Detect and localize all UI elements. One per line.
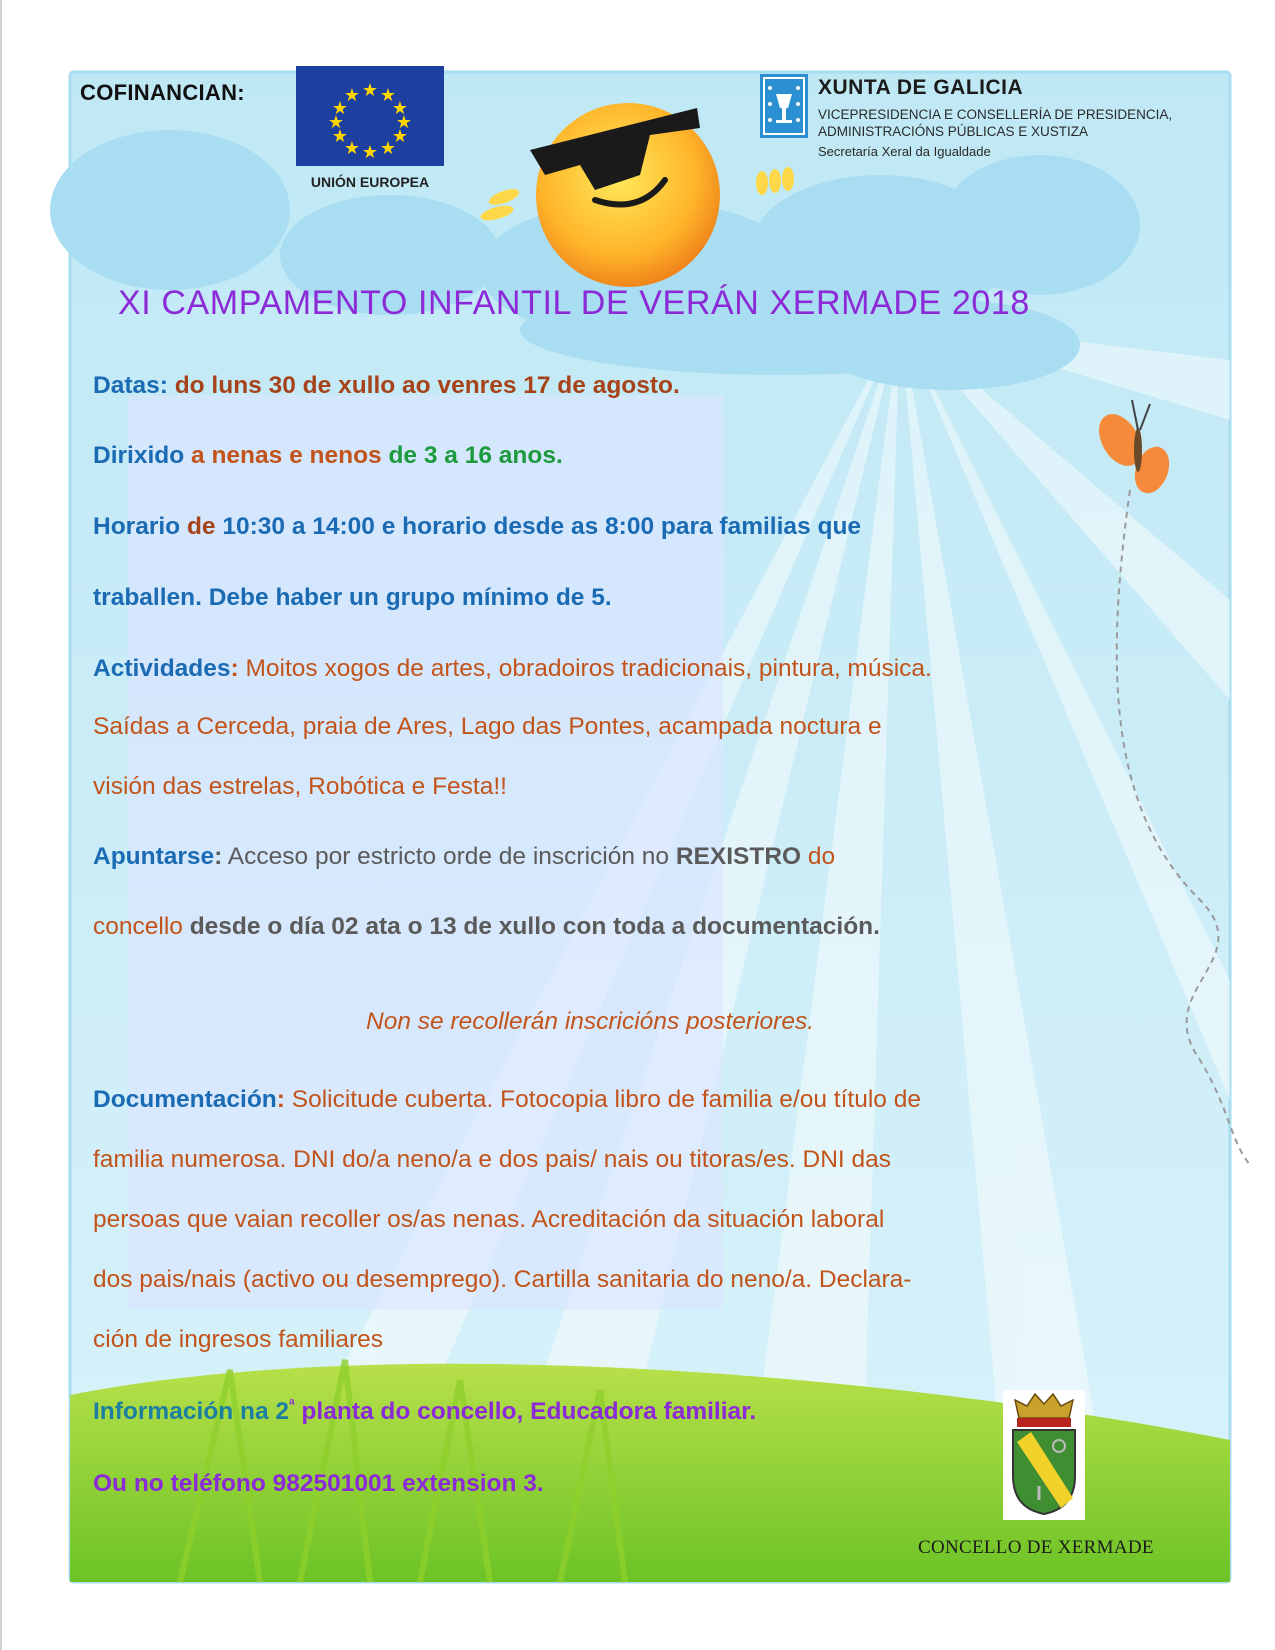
actividades-line-3: visión das estrelas, Robótica e Festa!!: [93, 773, 507, 800]
documentacion-line-3: persoas que vaian recoller os/as nenas. Acreditación da situación laboral: [93, 1206, 885, 1233]
datas-text: do luns 30 de xullo ao venres 17 de agosto.: [167, 372, 680, 399]
svg-text:★: ★: [343, 138, 361, 159]
eu-flag-logo: [296, 66, 444, 166]
apuntarse-dates: desde o día 02 ata o 13 de xullo con toda a documentación.: [182, 913, 880, 940]
xunta-secretaria: Secretaría Xeral da Igualdade: [818, 144, 991, 159]
horario-line-1: [93, 513, 861, 541]
horario-line-2: traballen. Debe haber un grupo mínimo de 5.: [93, 584, 612, 611]
xunta-shield-icon: [760, 74, 808, 138]
footer-concello: CONCELLO DE XERMADE: [918, 1537, 1154, 1558]
page-title: XI CAMPAMENTO INFANTIL DE VERÁN XERMADE 2018: [118, 284, 1030, 322]
svg-text:★: ★: [343, 85, 361, 106]
info-ordinal: ª: [289, 1397, 295, 1414]
horario-label: Horario: [93, 513, 181, 540]
actividades-line-1: [93, 655, 932, 683]
actividades-line-2: Saídas a Cerceda, praia de Ares, Lago das Pontes, acampada noctura e: [93, 713, 882, 740]
apuntarse-line-2: [93, 913, 880, 941]
concello-coat-of-arms: [1003, 1390, 1085, 1520]
svg-text:★: ★: [379, 85, 397, 106]
dirixido-audience: a nenas e nenos: [184, 442, 382, 469]
horario-de: de: [180, 513, 216, 540]
svg-text:★: ★: [379, 138, 397, 159]
svg-text:★: ★: [361, 142, 379, 163]
xunta-line-2: ADMINISTRACIÓNS PÚBLICAS E XUSTIZA: [818, 124, 1089, 139]
svg-text:★: ★: [395, 112, 413, 133]
documentacion-line-5: ción de ingresos familiares: [93, 1326, 384, 1353]
documentacion-line-4: dos pais/nais (activo ou desemprego). Cartilla sanitaria do neno/a. Declara-: [93, 1266, 912, 1293]
xunta-title: XUNTA DE GALICIA: [818, 76, 1024, 99]
apuntarse-text: Acceso por estricto orde de inscrición no: [222, 843, 676, 870]
documentacion-colon: :: [276, 1086, 285, 1113]
actividades-colon: :: [230, 655, 239, 682]
documentacion-text-1: Solicitude cuberta. Fotocopia libro de familia e/ou título de: [284, 1086, 921, 1113]
apuntarse-colon: :: [214, 843, 223, 870]
svg-text:★: ★: [361, 80, 379, 101]
eu-label: UNIÓN EUROPEA: [310, 174, 430, 190]
info-place: planta do concello, Educadora familiar.: [294, 1398, 757, 1426]
eu-stars-icon: [296, 66, 444, 166]
telefono-line: Ou no teléfono 982501001 extension 3.: [93, 1470, 544, 1497]
actividades-text-1: Moitos xogos de artes, obradoiros tradicionais, pintura, música.: [238, 655, 932, 682]
dirixido-line: [93, 442, 563, 470]
apuntarse-rexistro: REXISTRO: [675, 843, 802, 870]
late-registration-note: Non se recollerán inscricións posteriores.: [366, 1008, 814, 1035]
dirixido-ages: de 3 a 16 anos.: [381, 442, 563, 469]
datas-line: [93, 372, 680, 400]
documentacion-label: Documentación: [93, 1086, 277, 1113]
cofinancian-label: COFINANCIAN:: [80, 80, 245, 105]
svg-text:★: ★: [391, 98, 409, 119]
svg-text:★: ★: [331, 98, 349, 119]
info-text: Información na 2: [93, 1398, 290, 1426]
xunta-department: [818, 106, 1172, 140]
svg-text:★: ★: [327, 112, 345, 133]
dirixido-label: Dirixido: [93, 442, 185, 469]
apuntarse-concello: concello: [93, 913, 183, 940]
documentacion-line-2: familia numerosa. DNI do/a neno/a e dos pais/ nais ou titoras/es. DNI das: [93, 1146, 892, 1173]
apuntarse-label: Apuntarse: [93, 843, 215, 870]
xunta-line-1: VICEPRESIDENCIA E CONSELLERÍA DE PRESIDENCIA,: [818, 107, 1173, 122]
documentacion-line-1: [93, 1086, 921, 1114]
info-line: [93, 1397, 756, 1426]
horario-text: 10:30 a 14:00 e horario desde as 8:00 para familias que: [215, 513, 862, 540]
svg-text:★: ★: [331, 126, 349, 147]
coat-of-arms-icon: [1003, 1390, 1085, 1520]
actividades-label: Actividades: [93, 655, 231, 682]
datas-label: Datas:: [93, 372, 168, 399]
apuntarse-do: do: [801, 843, 836, 870]
svg-text:★: ★: [391, 126, 409, 147]
apuntarse-line-1: [93, 843, 835, 871]
